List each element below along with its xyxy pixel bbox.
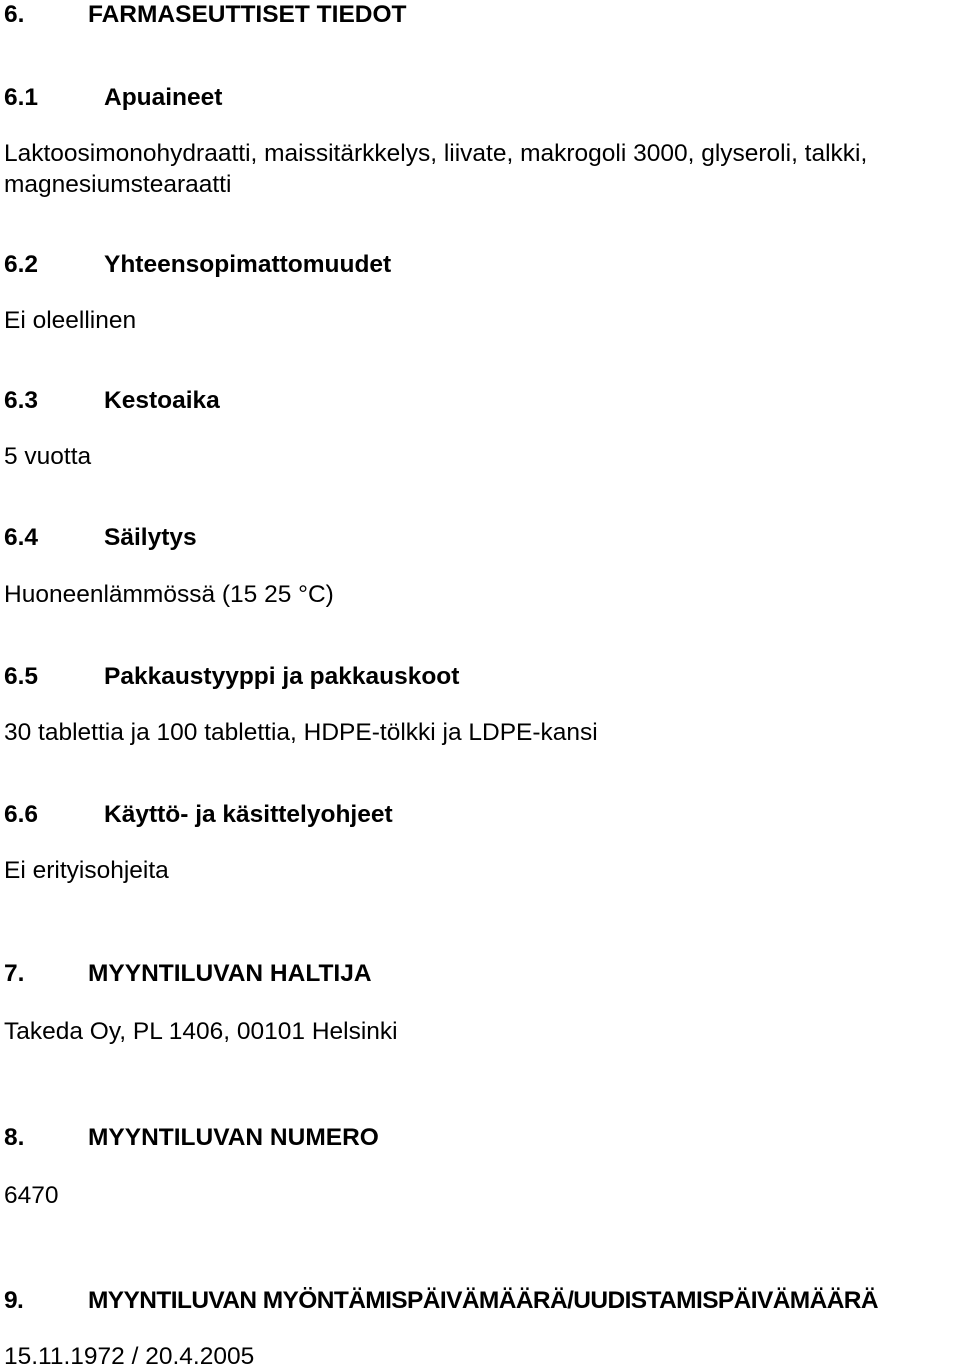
package-text: 30 tablettia ja 100 tablettia, HDPE-tölkki ja LDPE-kansi bbox=[4, 719, 598, 746]
section-number: 6.3 bbox=[4, 387, 39, 414]
section-number: 6.6 bbox=[4, 801, 39, 828]
section-title: Apuaineet bbox=[104, 84, 223, 111]
section-number: 6. bbox=[4, 1, 25, 28]
excipients-text-line-1: Laktoosimonohydraatti, maissitärkkelys, liivate, makrogoli 3000, glyseroli, talkki, bbox=[4, 140, 868, 167]
heading-section-6-3 bbox=[4, 386, 220, 416]
section-title: Käyttö- ja käsittelyohjeet bbox=[104, 801, 393, 828]
authorisation-number-text: 6470 bbox=[4, 1182, 59, 1209]
heading-section-6-1 bbox=[4, 83, 222, 113]
section-title: Säilytys bbox=[104, 524, 197, 551]
section-title: Yhteensopimattomuudet bbox=[104, 251, 392, 278]
section-title: MYYNTILUVAN MYÖNTÄMISPÄIVÄMÄÄRÄ/UUDISTAMISPÄIVÄMÄÄRÄ bbox=[88, 1287, 878, 1314]
heading-section-7 bbox=[4, 959, 372, 989]
excipients-text-line-2: magnesiumstearaatti bbox=[4, 171, 232, 198]
incompatibilities-text: Ei oleellinen bbox=[4, 307, 137, 334]
section-number: 9. bbox=[4, 1287, 24, 1314]
section-number: 6.1 bbox=[4, 84, 39, 111]
heading-section-6-6 bbox=[4, 800, 393, 830]
storage-text: Huoneenlämmössä (15 25 °C) bbox=[4, 581, 334, 608]
heading-section-6-4 bbox=[4, 523, 197, 553]
section-title: Pakkaustyyppi ja pakkauskoot bbox=[104, 663, 460, 690]
section-title: MYYNTILUVAN NUMERO bbox=[88, 1124, 379, 1151]
section-title: Kestoaika bbox=[104, 387, 220, 414]
section-title: FARMASEUTTISET TIEDOT bbox=[88, 1, 407, 28]
holder-text: Takeda Oy, PL 1406, 00101 Helsinki bbox=[4, 1018, 398, 1045]
heading-section-6 bbox=[4, 0, 407, 30]
section-title: MYYNTILUVAN HALTIJA bbox=[88, 960, 372, 987]
section-number: 6.5 bbox=[4, 663, 39, 690]
heading-section-6-2 bbox=[4, 250, 391, 280]
section-number: 7. bbox=[4, 960, 25, 987]
heading-section-9 bbox=[4, 1286, 878, 1316]
heading-section-6-5 bbox=[4, 662, 459, 692]
section-number: 6.4 bbox=[4, 524, 39, 551]
heading-section-8 bbox=[4, 1123, 379, 1153]
section-number: 8. bbox=[4, 1124, 25, 1151]
shelf-life-text: 5 vuotta bbox=[4, 443, 92, 470]
handling-text: Ei erityisohjeita bbox=[4, 857, 169, 884]
authorisation-date-text: 15.11.1972 / 20.4.2005 bbox=[4, 1343, 255, 1370]
section-number: 6.2 bbox=[4, 251, 39, 278]
